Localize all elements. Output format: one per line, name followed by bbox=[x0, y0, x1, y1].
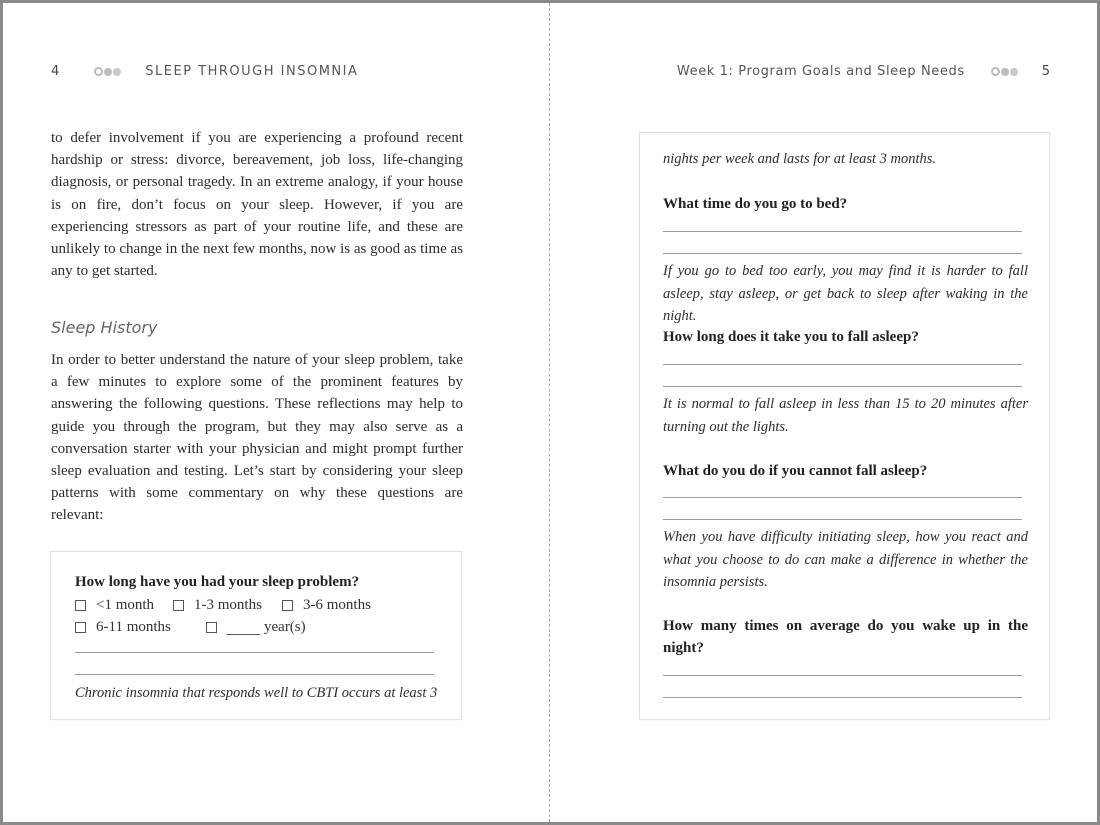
question-sleep-latency: How long does it take you to fall asleep? bbox=[663, 329, 919, 345]
checkbox-icon[interactable] bbox=[206, 622, 217, 633]
option-1-3-months[interactable]: 1-3 months bbox=[173, 594, 282, 616]
left-page-number: 4 bbox=[51, 64, 61, 79]
option-3-6-months[interactable]: 3-6 months bbox=[282, 594, 371, 616]
years-blank-field[interactable] bbox=[227, 620, 260, 635]
checkbox-icon[interactable] bbox=[173, 600, 184, 611]
option-less-than-1-month[interactable]: <1 month bbox=[75, 594, 173, 616]
question-cannot-fall-asleep: What do you do if you cannot fall asleep? bbox=[663, 463, 928, 479]
question-bedtime: What time do you go to bed? bbox=[663, 196, 848, 212]
right-page-number: 5 bbox=[1041, 64, 1051, 79]
answer-line[interactable] bbox=[663, 231, 1022, 232]
left-running-header bbox=[51, 64, 358, 79]
bedtime-note: If you go to bed too early, you may find it is harder to fall asleep, stay asleep, or get back to sleep after waking in the night. bbox=[663, 263, 1028, 324]
sleep-latency-note: It is normal to fall asleep in less than 15 to 20 minutes after turning out the lights. bbox=[663, 396, 1028, 435]
cannot-fall-asleep-note: When you have difficulty initiating sleep, how you react and what you choose to do can make a difference in whether the insomnia persists. bbox=[663, 529, 1028, 590]
chronic-insomnia-note: Chronic insomnia that responds well to CBTI occurs at least 3 bbox=[75, 685, 438, 701]
question-sleep-problem-duration: How long have you had your sleep problem? bbox=[75, 574, 360, 590]
answer-line[interactable] bbox=[663, 253, 1022, 254]
running-head-title: Week 1: Program Goals and Sleep Needs bbox=[676, 64, 965, 79]
answer-line[interactable] bbox=[75, 674, 434, 675]
ornament-icon bbox=[991, 67, 1018, 76]
answer-line[interactable] bbox=[663, 386, 1022, 387]
option-years[interactable]: year(s) bbox=[206, 616, 306, 638]
running-head-title: SLEEP THROUGH INSOMNIA bbox=[145, 64, 359, 79]
section-paragraph: In order to better understand the nature of your sleep problem, take a few minutes to explore some of the prominent features by answering the following questions. These reflections may help to guide you through the program, but they may also serve as a conversation starter with your physician and might prompt further sleep evaluation and testing. Let’s start by considering your sleep patterns with some commentary on why these questions are relevant: bbox=[51, 352, 463, 524]
answer-line[interactable] bbox=[663, 675, 1022, 676]
sleep-questions-panel bbox=[639, 132, 1050, 720]
left-page bbox=[0, 0, 549, 825]
answer-line[interactable] bbox=[75, 652, 434, 653]
answer-line[interactable] bbox=[663, 697, 1022, 698]
checkbox-icon[interactable] bbox=[75, 622, 86, 633]
checkbox-icon[interactable] bbox=[75, 600, 86, 611]
duration-options-row-2 bbox=[75, 616, 306, 638]
continued-note: nights per week and lasts for at least 3 months. bbox=[663, 151, 937, 167]
duration-options-row-1 bbox=[75, 594, 371, 616]
sleep-duration-questionnaire bbox=[50, 551, 462, 720]
question-night-wakings: How many times on average do you wake up in the night? bbox=[663, 618, 1028, 656]
answer-line[interactable] bbox=[663, 497, 1022, 498]
option-6-11-months[interactable]: 6-11 months bbox=[75, 616, 206, 638]
intro-paragraph: to defer involvement if you are experiencing a profound recent hardship or stress: divorce, bereavement, job loss, life-changing diagnosis, or personal tragedy. In an extreme analogy, if your house is on fire, don’t focus on your sleep. However, if you are experiencing stressors as part of your routine life, and these are unlikely to change in the next few months, now is as good as time as any to get started. bbox=[51, 130, 464, 280]
checkbox-icon[interactable] bbox=[282, 600, 293, 611]
right-page bbox=[550, 0, 1097, 825]
section-heading: Sleep History bbox=[51, 318, 158, 337]
ornament-icon bbox=[94, 67, 121, 76]
answer-line[interactable] bbox=[663, 364, 1022, 365]
answer-line[interactable] bbox=[663, 519, 1022, 520]
right-running-header bbox=[677, 64, 1051, 79]
